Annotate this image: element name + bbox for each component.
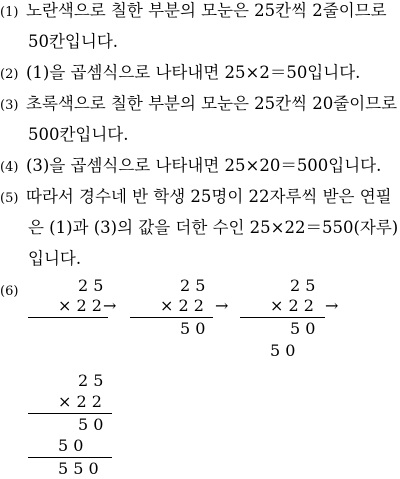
- step3-partial-2: 5 0: [270, 341, 296, 360]
- step4-result: 5 5 0: [58, 459, 99, 478]
- item-num: (2): [0, 67, 19, 82]
- step2-multiplicand: 2 5: [180, 276, 206, 295]
- step3-multiplier: × 2 2: [270, 296, 314, 315]
- item-num: (1): [0, 5, 19, 20]
- step2-line: [130, 317, 213, 318]
- item-3-line-2: 500칸입니다.: [28, 125, 129, 144]
- step4-line-2: [28, 457, 112, 458]
- step3-partial-1: 5 0: [290, 319, 316, 338]
- step4-line-1: [28, 413, 112, 414]
- item-1-line-1: (1) 노란색으로 칠한 부분의 모눈은 25칸씩 2줄이므로: [0, 0, 387, 24]
- step4-partial-1: 5 0: [78, 415, 104, 434]
- item-num: (6): [0, 284, 19, 299]
- step2-multiplier: × 2 2: [160, 296, 204, 315]
- step2-partial-1: 5 0: [180, 319, 206, 338]
- step4-multiplier: × 2 2: [58, 392, 102, 411]
- item-num: (5): [0, 191, 19, 206]
- step1-line: [28, 317, 108, 318]
- step4-partial-2: 5 0: [58, 436, 84, 455]
- item-2-line-1: (2) (1)을 곱셈식으로 나타내면 25×2＝50입니다.: [0, 62, 360, 86]
- item-6-label: [0, 279, 26, 303]
- item-5-line-1: (5) 따라서 경수네 반 학생 25명이 22자루씩 받은 연필: [0, 186, 392, 210]
- step4-multiplicand: 2 5: [78, 371, 104, 390]
- item-5-line-2: 은 (1)과 (3)의 값을 더한 수인 25×22＝550(자루): [28, 218, 399, 237]
- item-5-line-3: 입니다.: [28, 249, 82, 268]
- item-4-line-1: (4) (3)을 곱셈식으로 나타내면 25×20＝500입니다.: [0, 155, 381, 179]
- step3-arrow: →: [325, 296, 339, 315]
- step3-line: [240, 317, 325, 318]
- step1-multiplicand: 2 5: [78, 276, 104, 295]
- step2-arrow: →: [215, 296, 229, 315]
- step1-arrow: →: [103, 296, 117, 315]
- step3-multiplicand: 2 5: [290, 276, 316, 295]
- item-1-line-2: 50칸입니다.: [28, 32, 118, 51]
- step1-multiplier: × 2 2: [58, 296, 102, 315]
- item-num: (3): [0, 98, 19, 113]
- item-num: (4): [0, 160, 19, 175]
- item-3-line-1: (3) 초록색으로 칠한 부분의 모눈은 25칸씩 20줄이므로: [0, 93, 397, 117]
